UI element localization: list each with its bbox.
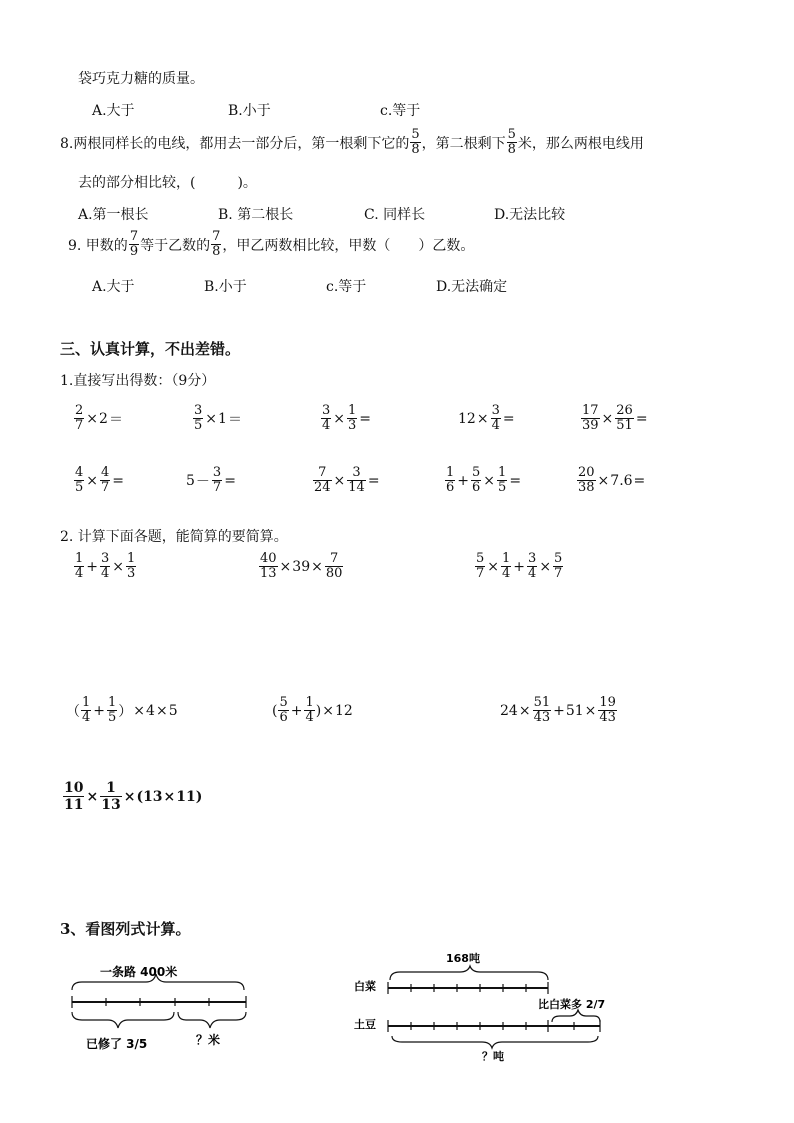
road-done-label: 已修了 3/5 (86, 1037, 148, 1051)
simplify-4: （ $\frac{1}{4}$ + $\frac{1}{5}$ ） × 4 × 5 (66, 695, 178, 725)
q9-text-2: 等于乙数的 (140, 237, 211, 254)
calc-2-5: $\frac{20}{38}$ × 7.6 = (578, 465, 646, 495)
cabbage-brace (390, 966, 548, 980)
calc-1-2: $\frac{3}{5}$ × 1 ＝ (194, 403, 242, 433)
cabbage-weight-label: 168吨 (446, 952, 480, 965)
simplify-7: $\frac{10}{11}$ × $\frac{1}{13}$ × ( 13 × 11 ) (64, 780, 203, 813)
extra-label: 比白菜多 2/7 (538, 998, 606, 1011)
calc-1-5: $\frac{17}{39}$ × $\frac{26}{51}$ = (582, 403, 648, 433)
road-done-brace (72, 1012, 174, 1028)
calc-2-1: $\frac{4}{5}$ × $\frac{4}{7}$ = (75, 465, 125, 495)
cabbage-potato-diagram (348, 948, 618, 1068)
road-diagram (60, 950, 260, 1060)
q8-fraction-1: $\frac{5}{8}$ (411, 127, 420, 157)
q8-text-1: 8.两根同样长的电线，都用去一部分后，第一根剩下它的 (60, 135, 410, 152)
road-remaining-label: ？米 (196, 1033, 221, 1047)
q7-option-c: c.等于 (380, 103, 421, 119)
cabbage-label: 白菜 (354, 980, 376, 993)
section-3-title: 三、认真计算，不出差错。 (60, 340, 241, 358)
calc-2-3: $\frac{7}{24}$ × $\frac{3}{14}$ = (314, 465, 380, 495)
road-total-label: 一条路 400米 (100, 965, 178, 979)
simplify-3: $\frac{5}{7}$ × $\frac{1}{4}$ + $\frac{3}{4}$ × $\frac{5}{7}$ (476, 551, 563, 581)
calc-2-4: $\frac{1}{6}$ + $\frac{5}{6}$ × $\frac{1}{5}$ = (446, 465, 522, 495)
q9-text-3: ，甲乙两数相比较，甲数（ ）乙数。 (222, 237, 475, 254)
q7-continuation: 袋巧克力糖的质量。 (78, 71, 204, 87)
q9-text-1: 9. 甲数的 (68, 237, 128, 254)
q8-fraction-2: $\frac{5}{8}$ (507, 127, 516, 157)
q9-option-d: D.无法确定 (436, 279, 508, 295)
simplify-1: $\frac{1}{4}$ + $\frac{3}{4}$ × $\frac{1}{3}$ (75, 551, 136, 581)
calc-2-2: 5 － $\frac{3}{7}$ = (186, 465, 236, 495)
q8-text-2: ，第二根剩下 (421, 135, 506, 152)
subsection-3-title: 3、看图列式计算。 (60, 920, 191, 938)
calc-1-4: 12 × $\frac{3}{4}$ = (458, 403, 515, 433)
potato-label: 土豆 (354, 1018, 376, 1031)
q8-option-a: A.第一根长 (78, 207, 149, 223)
q8-option-c: C. 同样长 (364, 207, 426, 223)
q9-option-c: c.等于 (326, 279, 367, 295)
q8-option-b: B. 第二根长 (218, 207, 294, 223)
q7-option-a: A.大于 (92, 103, 135, 119)
q8-text-3: 米，那么两根电线用 (517, 135, 644, 152)
q9-fraction-1: $\frac{7}{9}$ (129, 229, 139, 259)
simplify-5: ( $\frac{5}{6}$ + $\frac{1}{4}$ ) × 12 (272, 695, 353, 725)
road-remaining-brace (178, 1012, 246, 1028)
q9-fraction-2: $\frac{7}{8}$ (212, 229, 221, 259)
subsection-1-title: 1.直接写出得数：（9分） (60, 373, 216, 389)
calc-1-1: $\frac{2}{7}$ × 2 ＝ (75, 403, 123, 433)
subsection-2-title: 2. 计算下面各题，能简算的要简算。 (60, 529, 288, 545)
q9-option-b: B.小于 (204, 279, 247, 295)
simplify-2: $\frac{40}{13}$ × 39 × $\frac{7}{80}$ (260, 551, 343, 581)
potato-weight-label: ？吨 (482, 1050, 504, 1063)
simplify-6: 24 × $\frac{51}{43}$ + 51 × $\frac{19}{43}$ (500, 695, 616, 725)
q8-option-d: D.无法比较 (494, 207, 566, 223)
q8-line2: 去的部分相比较，( )。 (78, 175, 257, 191)
q9-line (68, 230, 474, 259)
q8-line1 (60, 128, 644, 157)
q7-option-b: B.小于 (228, 103, 271, 119)
calc-1-3: $\frac{3}{4}$ × $\frac{1}{3}$ = (322, 403, 372, 433)
q9-option-a: A.大于 (92, 279, 135, 295)
potato-brace (392, 1036, 598, 1048)
extra-brace (552, 1010, 600, 1022)
